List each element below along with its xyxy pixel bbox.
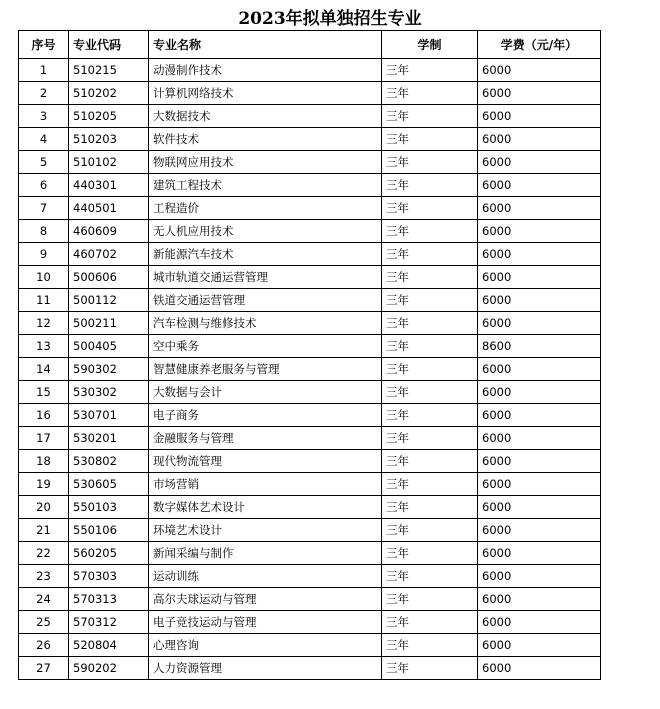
cell-tuition: 6000	[478, 358, 601, 381]
cell-major-name: 电子商务	[149, 404, 382, 427]
cell-tuition: 6000	[478, 82, 601, 105]
cell-tuition: 6000	[478, 450, 601, 473]
cell-major-name: 数字媒体艺术设计	[149, 496, 382, 519]
cell-program-length: 三年	[382, 243, 478, 266]
cell-serial-number: 23	[19, 565, 69, 588]
table-row	[19, 427, 601, 450]
cell-major-code: 530802	[69, 450, 149, 473]
cell-major-code: 570312	[69, 611, 149, 634]
table-row	[19, 473, 601, 496]
cell-serial-number: 5	[19, 151, 69, 174]
cell-major-code: 440301	[69, 174, 149, 197]
table-row	[19, 220, 601, 243]
cell-serial-number: 15	[19, 381, 69, 404]
table-row	[19, 404, 601, 427]
cell-major-name: 金融服务与管理	[149, 427, 382, 450]
table-row	[19, 59, 601, 82]
cell-major-code: 500112	[69, 289, 149, 312]
cell-program-length: 三年	[382, 634, 478, 657]
cell-program-length: 三年	[382, 565, 478, 588]
cell-program-length: 三年	[382, 151, 478, 174]
cell-program-length: 三年	[382, 496, 478, 519]
cell-major-code: 570303	[69, 565, 149, 588]
header-major-code: 专业代码	[69, 31, 149, 59]
cell-major-name: 软件技术	[149, 128, 382, 151]
cell-major-code: 570313	[69, 588, 149, 611]
cell-program-length: 三年	[382, 197, 478, 220]
cell-major-name: 人力资源管理	[149, 657, 382, 680]
cell-program-length: 三年	[382, 611, 478, 634]
table-header	[19, 31, 601, 59]
cell-serial-number: 19	[19, 473, 69, 496]
cell-major-name: 市场营销	[149, 473, 382, 496]
cell-serial-number: 13	[19, 335, 69, 358]
cell-major-code: 510203	[69, 128, 149, 151]
cell-major-name: 运动训练	[149, 565, 382, 588]
cell-program-length: 三年	[382, 59, 478, 82]
majors-table	[18, 30, 601, 680]
cell-serial-number: 9	[19, 243, 69, 266]
cell-program-length: 三年	[382, 82, 478, 105]
cell-major-name: 工程造价	[149, 197, 382, 220]
cell-tuition: 6000	[478, 565, 601, 588]
cell-major-name: 空中乘务	[149, 335, 382, 358]
table-row	[19, 381, 601, 404]
cell-program-length: 三年	[382, 542, 478, 565]
cell-major-name: 心理咨询	[149, 634, 382, 657]
table-row	[19, 588, 601, 611]
cell-program-length: 三年	[382, 266, 478, 289]
cell-major-name: 高尔夫球运动与管理	[149, 588, 382, 611]
cell-tuition: 6000	[478, 611, 601, 634]
cell-major-name: 计算机网络技术	[149, 82, 382, 105]
cell-program-length: 三年	[382, 128, 478, 151]
cell-tuition: 6000	[478, 381, 601, 404]
cell-major-code: 500405	[69, 335, 149, 358]
cell-major-code: 530302	[69, 381, 149, 404]
cell-program-length: 三年	[382, 473, 478, 496]
table-row	[19, 289, 601, 312]
cell-program-length: 三年	[382, 105, 478, 128]
cell-major-code: 520804	[69, 634, 149, 657]
cell-major-code: 440501	[69, 197, 149, 220]
cell-tuition: 6000	[478, 220, 601, 243]
cell-major-name: 铁道交通运营管理	[149, 289, 382, 312]
header-row	[19, 31, 601, 59]
table-row	[19, 128, 601, 151]
cell-serial-number: 12	[19, 312, 69, 335]
cell-serial-number: 22	[19, 542, 69, 565]
cell-program-length: 三年	[382, 174, 478, 197]
cell-serial-number: 21	[19, 519, 69, 542]
cell-major-code: 500606	[69, 266, 149, 289]
cell-serial-number: 4	[19, 128, 69, 151]
header-program-length: 学制	[382, 31, 478, 59]
page-title: 2023年拟单独招生专业	[238, 9, 422, 29]
cell-serial-number: 3	[19, 105, 69, 128]
table-row	[19, 611, 601, 634]
cell-program-length: 三年	[382, 657, 478, 680]
cell-tuition: 6000	[478, 266, 601, 289]
table-row	[19, 105, 601, 128]
table-row	[19, 496, 601, 519]
cell-major-code: 550106	[69, 519, 149, 542]
cell-serial-number: 1	[19, 59, 69, 82]
table-row	[19, 174, 601, 197]
table-row	[19, 634, 601, 657]
cell-tuition: 6000	[478, 243, 601, 266]
cell-major-name: 建筑工程技术	[149, 174, 382, 197]
cell-tuition: 6000	[478, 542, 601, 565]
cell-program-length: 三年	[382, 312, 478, 335]
cell-major-name: 环境艺术设计	[149, 519, 382, 542]
cell-major-code: 560205	[69, 542, 149, 565]
cell-serial-number: 20	[19, 496, 69, 519]
cell-program-length: 三年	[382, 358, 478, 381]
cell-major-name: 新能源汽车技术	[149, 243, 382, 266]
table-row	[19, 197, 601, 220]
table-row	[19, 312, 601, 335]
cell-tuition: 6000	[478, 151, 601, 174]
table-row	[19, 519, 601, 542]
cell-major-name: 汽车检测与维修技术	[149, 312, 382, 335]
cell-program-length: 三年	[382, 335, 478, 358]
cell-major-code: 530201	[69, 427, 149, 450]
cell-tuition: 6000	[478, 588, 601, 611]
cell-major-code: 460702	[69, 243, 149, 266]
cell-major-code: 460609	[69, 220, 149, 243]
cell-tuition: 6000	[478, 174, 601, 197]
cell-tuition: 6000	[478, 105, 601, 128]
table-row	[19, 358, 601, 381]
header-major-name: 专业名称	[149, 31, 382, 59]
cell-major-code: 590302	[69, 358, 149, 381]
cell-tuition: 6000	[478, 634, 601, 657]
header-tuition: 学费（元/年）	[478, 31, 601, 59]
cell-program-length: 三年	[382, 427, 478, 450]
table-row	[19, 335, 601, 358]
cell-major-name: 新闻采编与制作	[149, 542, 382, 565]
cell-tuition: 6000	[478, 197, 601, 220]
cell-serial-number: 18	[19, 450, 69, 473]
cell-tuition: 6000	[478, 289, 601, 312]
cell-tuition: 6000	[478, 404, 601, 427]
cell-serial-number: 27	[19, 657, 69, 680]
cell-major-name: 物联网应用技术	[149, 151, 382, 174]
cell-major-name: 无人机应用技术	[149, 220, 382, 243]
cell-serial-number: 17	[19, 427, 69, 450]
cell-major-name: 动漫制作技术	[149, 59, 382, 82]
cell-major-code: 530605	[69, 473, 149, 496]
cell-major-name: 城市轨道交通运营管理	[149, 266, 382, 289]
cell-serial-number: 24	[19, 588, 69, 611]
cell-serial-number: 8	[19, 220, 69, 243]
cell-major-name: 电子竞技运动与管理	[149, 611, 382, 634]
table-row	[19, 243, 601, 266]
cell-program-length: 三年	[382, 404, 478, 427]
cell-major-code: 550103	[69, 496, 149, 519]
header-serial-number: 序号	[19, 31, 69, 59]
table-row	[19, 82, 601, 105]
cell-major-code: 510102	[69, 151, 149, 174]
cell-major-code: 510215	[69, 59, 149, 82]
cell-serial-number: 16	[19, 404, 69, 427]
table-row	[19, 450, 601, 473]
cell-major-code: 500211	[69, 312, 149, 335]
table-body	[19, 59, 601, 680]
cell-serial-number: 2	[19, 82, 69, 105]
cell-serial-number: 25	[19, 611, 69, 634]
cell-major-name: 智慧健康养老服务与管理	[149, 358, 382, 381]
cell-major-code: 530701	[69, 404, 149, 427]
cell-major-code: 510205	[69, 105, 149, 128]
cell-serial-number: 10	[19, 266, 69, 289]
table-row	[19, 565, 601, 588]
cell-tuition: 6000	[478, 496, 601, 519]
cell-major-name: 现代物流管理	[149, 450, 382, 473]
cell-tuition: 6000	[478, 657, 601, 680]
cell-program-length: 三年	[382, 588, 478, 611]
cell-program-length: 三年	[382, 220, 478, 243]
cell-tuition: 6000	[478, 519, 601, 542]
cell-tuition: 6000	[478, 59, 601, 82]
cell-serial-number: 6	[19, 174, 69, 197]
cell-tuition: 6000	[478, 427, 601, 450]
cell-serial-number: 11	[19, 289, 69, 312]
cell-major-code: 590202	[69, 657, 149, 680]
cell-major-code: 510202	[69, 82, 149, 105]
cell-tuition: 8600	[478, 335, 601, 358]
cell-tuition: 6000	[478, 473, 601, 496]
table-row	[19, 266, 601, 289]
cell-major-name: 大数据与会计	[149, 381, 382, 404]
cell-serial-number: 26	[19, 634, 69, 657]
cell-program-length: 三年	[382, 289, 478, 312]
cell-tuition: 6000	[478, 128, 601, 151]
table-row	[19, 151, 601, 174]
table-row	[19, 657, 601, 680]
cell-serial-number: 14	[19, 358, 69, 381]
cell-serial-number: 7	[19, 197, 69, 220]
cell-tuition: 6000	[478, 312, 601, 335]
cell-major-name: 大数据技术	[149, 105, 382, 128]
table-row	[19, 542, 601, 565]
cell-program-length: 三年	[382, 450, 478, 473]
cell-program-length: 三年	[382, 381, 478, 404]
cell-program-length: 三年	[382, 519, 478, 542]
